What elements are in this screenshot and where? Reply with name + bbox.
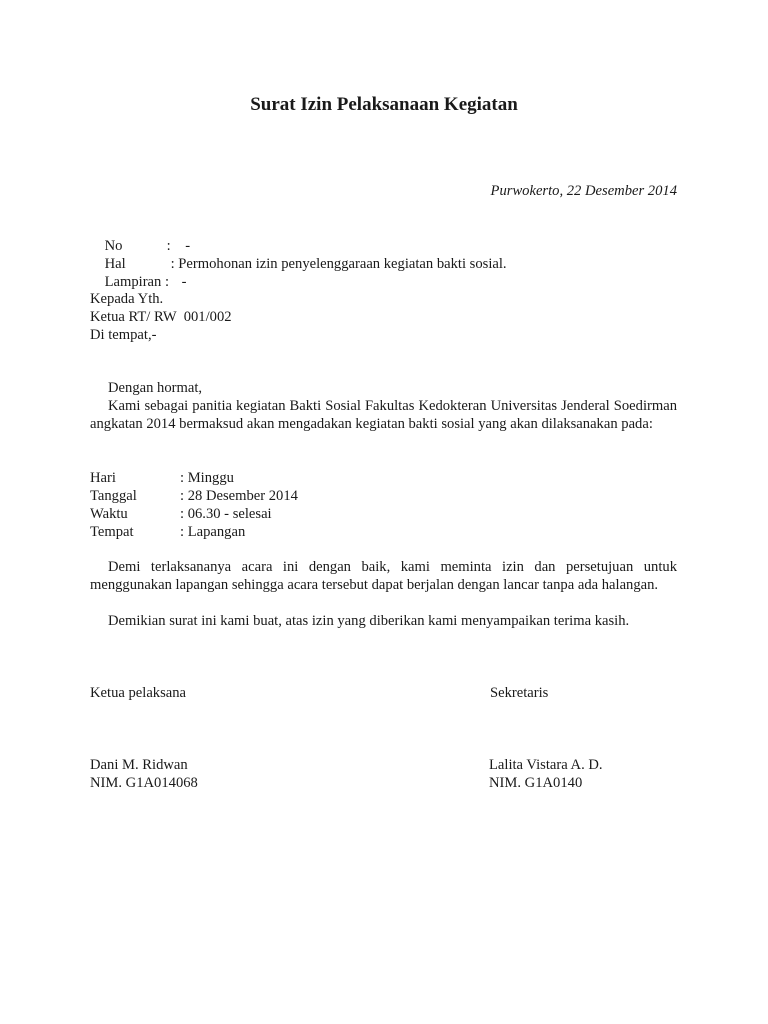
meta-no-label: No [104, 238, 123, 254]
meta-lampiran-label: Lampiran : [104, 274, 170, 290]
schedule-value: : Lapangan [180, 524, 246, 540]
place-date: Purwokerto, 22 Desember 2014 [490, 183, 677, 199]
signatory-left-name: Dani M. Ridwan [90, 757, 188, 773]
signatory-left-nim: NIM. G1A014068 [90, 775, 198, 791]
greeting: Dengan hormat, [108, 380, 203, 396]
schedule-label: Tanggal [90, 488, 137, 504]
signatory-right-name: Lalita Vistara A. D. [489, 757, 603, 773]
signatory-right-role: Sekretaris [490, 685, 549, 701]
recipient-line-1: Kepada Yth. [90, 291, 164, 307]
schedule-value: : 06.30 - selesai [180, 506, 272, 522]
closing-paragraph: Demikian surat ini kami buat, atas izin yang diberikan kami menyampaikan terima kasih. [108, 613, 630, 629]
meta-hal-value: : Permohonan izin penyelenggaraan kegiatan bakti sosial. [170, 256, 507, 272]
meta-no-value: : - [166, 238, 191, 254]
schedule-value: : Minggu [180, 470, 234, 486]
signatory-right-nim: NIM. G1A0140 [489, 775, 583, 791]
schedule-label: Hari [90, 470, 116, 486]
letter-title: Surat Izin Pelaksanaan Kegiatan [250, 94, 518, 115]
schedule-label: Tempat [90, 524, 134, 540]
recipient-line-2: Ketua RT/ RW 001/002 [90, 309, 232, 325]
recipient-line-3: Di tempat,- [90, 327, 157, 343]
schedule-value: : 28 Desember 2014 [180, 488, 298, 504]
signatory-left-role: Ketua pelaksana [90, 685, 187, 701]
schedule-label: Waktu [90, 506, 128, 522]
meta-hal-label: Hal [104, 256, 126, 272]
intro-paragraph: Kami sebagai panitia kegiatan Bakti Sosial Fakultas Kedokteran Universitas Jenderal Soedirman angkatan 2014 bermaksud akan mengadakan kegiatan bakti sosial yang akan dilaksanakan pada: [90, 398, 677, 432]
meta-lampiran-value: - [181, 274, 187, 290]
request-paragraph: Demi terlaksananya acara ini dengan baik, kami meminta izin dan persetujuan untuk menggunakan lapangan sehingga acara tersebut dapat berjalan dengan lancar tanpa ada halangan. [90, 559, 677, 593]
